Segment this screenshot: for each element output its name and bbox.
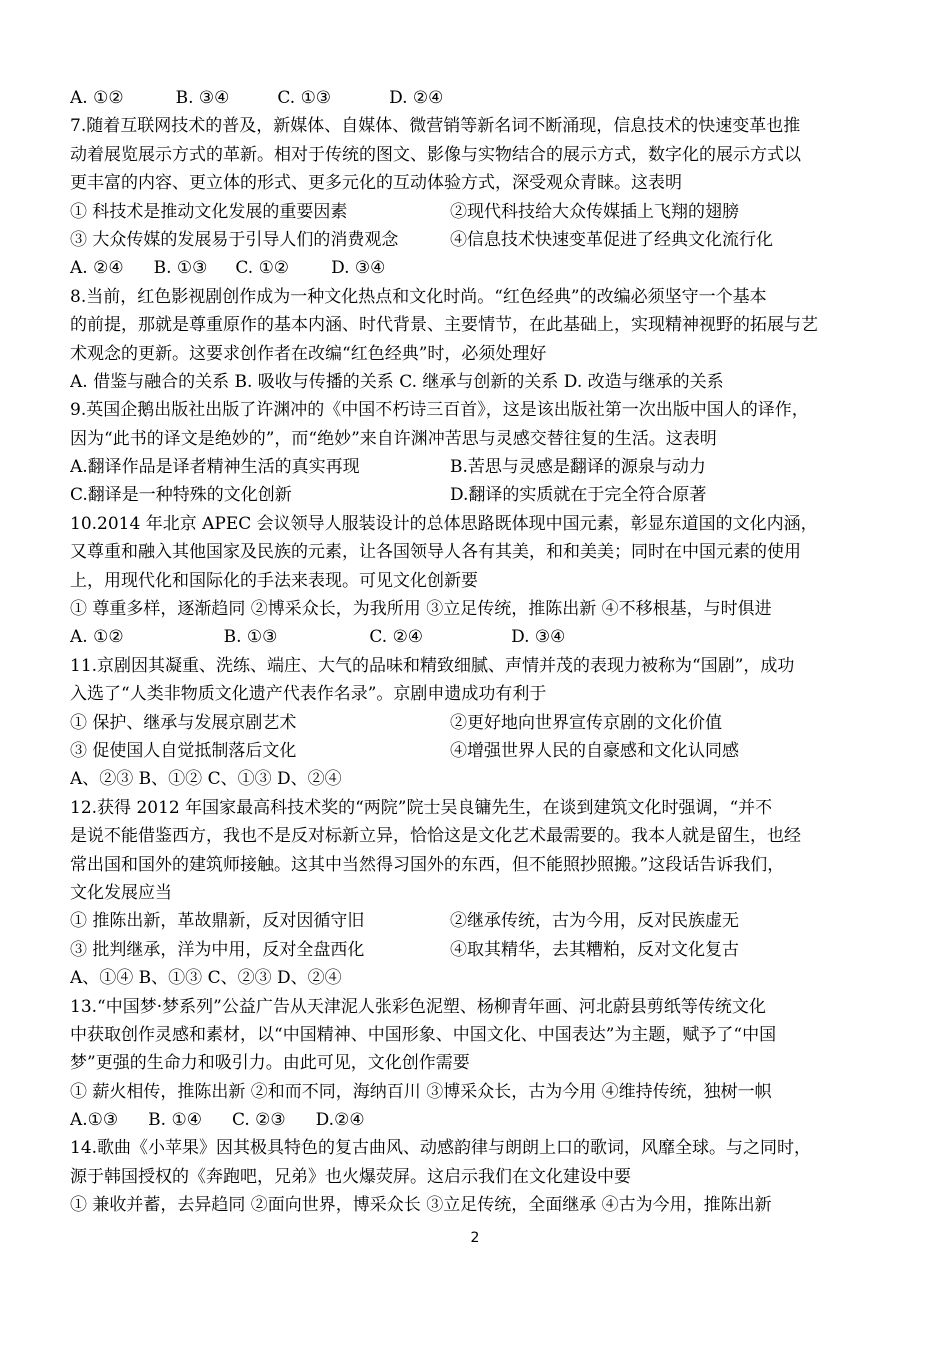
option-row [70, 226, 885, 254]
text-line: 上，用现代化和国际化的手法来表现。可见文化创新要 [70, 570, 478, 591]
text-line: 是说不能借鉴西方，我也不是反对标新立异，恰恰这是文化艺术最需要的。我本人就是留生，也经 [70, 826, 801, 847]
option-right: ②现代科技给大众传媒插上飞翔的翅膀 [450, 201, 739, 222]
text-line: 术观念的更新。这要求创作者在改编“红色经典”时，必须处理好 [70, 343, 547, 364]
answer-choice: D. ③④ [331, 258, 386, 279]
answer-choices [70, 84, 885, 112]
text-line: 文化发展应当 [70, 882, 172, 903]
option-row [70, 737, 885, 765]
answer-choice: C. ②③ [231, 1110, 286, 1131]
text-line: 动着展览展示方式的革新。相对于传统的图文、影像与实物结合的展示方式，数字化的展示方式以 [70, 144, 801, 165]
option-left: A.翻译作品是译者精神生活的真实再现 [70, 457, 360, 478]
option-right: ④取其精华，去其糟粕，反对文化复古 [450, 939, 739, 960]
text-line: 11.京剧因其凝重、洗练、端庄、大气的品味和精致细腻、声情并茂的表现力被称为“国剧”，成功 [70, 655, 795, 676]
page-number: 2 [470, 1230, 480, 1246]
text-line: A、①④ B、①③ C、②③ D、②④ [70, 968, 342, 989]
option-left: ① 推陈出新，革故鼎新，反对因循守旧 [70, 911, 365, 932]
option-right: D.翻译的实质就在于完全符合原著 [450, 485, 707, 506]
answer-choice: D. ③④ [511, 627, 566, 648]
answer-choices [70, 254, 885, 282]
answer-choice: D.②④ [315, 1110, 365, 1131]
option-row [70, 453, 885, 481]
text-line: 更丰富的内容、更立体的形式、更多元化的互动体验方式，深受观众青睐。这表明 [70, 173, 682, 194]
answer-choice: C. ②④ [369, 627, 424, 648]
text-line: 中获取创作灵感和素材，以“中国精神、中国形象、中国文化、中国表达”为主题，赋予了“中国 [70, 1024, 777, 1045]
answer-choice: A.①③ [70, 1110, 119, 1131]
option-right: ④信息技术快速变革促进了经典文化流行化 [450, 229, 773, 250]
text-line: 因为“此书的译文是绝妙的”，而“绝妙”来自许渊冲苦思与灵感交替往复的生活。这表明 [70, 428, 717, 449]
option-right: ②继承传统，古为今用，反对民族虚无 [450, 911, 739, 932]
option-row [70, 709, 885, 737]
option-row [70, 481, 885, 509]
text-line: 7.随着互联网技术的普及，新媒体、自媒体、微营销等新名词不断涌现，信息技术的快速变革也推 [70, 116, 801, 137]
text-line: ① 兼收并蓄，去异趋同 ②面向世界，博采众长 ③立足传统，全面继承 ④古为今用，推陈出新 [70, 1195, 772, 1216]
option-row [70, 198, 885, 226]
text-line: A. 借鉴与融合的关系 B. 吸收与传播的关系 C. 继承与创新的关系 D. 改造与继承的关系 [70, 371, 724, 392]
answer-choice: C. ①③ [277, 88, 332, 108]
option-right: ②更好地向世界宣传京剧的文化价值 [450, 712, 722, 733]
text-line: 12.获得 2012 年国家最高科技术奖的“两院”院士吴良镛先生，在谈到建筑文化时强调，“并不 [70, 797, 773, 818]
answer-choice: B. ①③ [223, 627, 278, 648]
text-line: 入选了“人类非物质文化遗产代表作名录”。京剧申遗成功有利于 [70, 684, 547, 705]
option-left: ① 保护、继承与发展京剧艺术 [70, 712, 297, 733]
option-left: C.翻译是一种特殊的文化创新 [70, 485, 292, 506]
option-row [70, 936, 885, 964]
option-left: ③ 大众传媒的发展易于引导人们的消费观念 [70, 229, 399, 250]
answer-choices [70, 623, 885, 651]
answer-choice: A. ①② [70, 627, 124, 648]
text-line: 9.英国企鹅出版社出版了许渊冲的《中国不朽诗三百首》，这是该出版社第一次出版中国人的译作， [70, 400, 809, 421]
text-line: A、②③ B、①② C、①③ D、②④ [70, 769, 342, 790]
text-line: 梦”更强的生命力和吸引力。由此可见，文化创作需要 [70, 1053, 470, 1074]
option-left: ① 科技术是推动文化发展的重要因素 [70, 201, 348, 222]
text-line: 13.“中国梦·梦系列”公益广告从天津泥人张彩色泥塑、杨柳青年画、河北蔚县剪纸等传统文化 [70, 996, 766, 1017]
answer-choice: B. ①④ [148, 1110, 202, 1131]
answer-choices [70, 1106, 885, 1134]
option-row [70, 907, 885, 935]
text-line: ① 尊重多样，逐渐趋同 ②博采众长，为我所用 ③立足传统，推陈出新 ④不移根基，与时俱进 [70, 599, 772, 620]
text-line: 8.当前，红色影视剧创作成为一种文化热点和文化时尚。“红色经典”的改编必须坚守一个基本 [70, 286, 767, 307]
text-line: 常出国和国外的建筑师接触。这其中当然得习国外的东西，但不能照抄照搬。”这段话告诉我们， [70, 854, 785, 875]
option-right: ④增强世界人民的自豪感和文化认同感 [450, 740, 739, 761]
text-line: ① 薪火相传，推陈出新 ②和而不同，海纳百川 ③博采众长，古为今用 ④维持传统，独树一帜 [70, 1081, 772, 1102]
option-left: ③ 促使国人自觉抵制落后文化 [70, 740, 297, 761]
answer-choice: B. ①③ [153, 258, 208, 279]
answer-choice: D. ②④ [389, 88, 444, 108]
answer-choice: A. ①② [70, 88, 124, 108]
text-line: 源于韩国授权的《奔跑吧，兄弟》也火爆荧屏。这启示我们在文化建设中要 [70, 1166, 631, 1187]
text-line: 的前提，那就是尊重原作的基本内涵、时代背景、主要情节，在此基础上，实现精神视野的拓展与艺 [70, 315, 818, 336]
text-line: 10.2014 年北京 APEC 会议领导人服装设计的总体思路既体现中国元素，彰显东道国的文化内涵， [70, 513, 818, 534]
option-right: B.苦思与灵感是翻译的源泉与动力 [450, 457, 706, 478]
option-left: ③ 批判继承，洋为中用，反对全盘西化 [70, 939, 365, 960]
answer-choice: A. ②④ [70, 258, 124, 279]
text-line: 又尊重和融入其他国家及民族的元素，让各国领导人各有其美，和和美美；同时在中国元素的使用 [70, 542, 801, 563]
text-line: 14.歌曲《小苹果》因其极具特色的复古曲风、动感韵律与朗朗上口的歌词，风靡全球。与之同时， [70, 1138, 812, 1159]
document-body [70, 84, 885, 1220]
answer-choice: C. ①② [235, 258, 290, 279]
answer-choice: B. ③④ [175, 88, 230, 108]
